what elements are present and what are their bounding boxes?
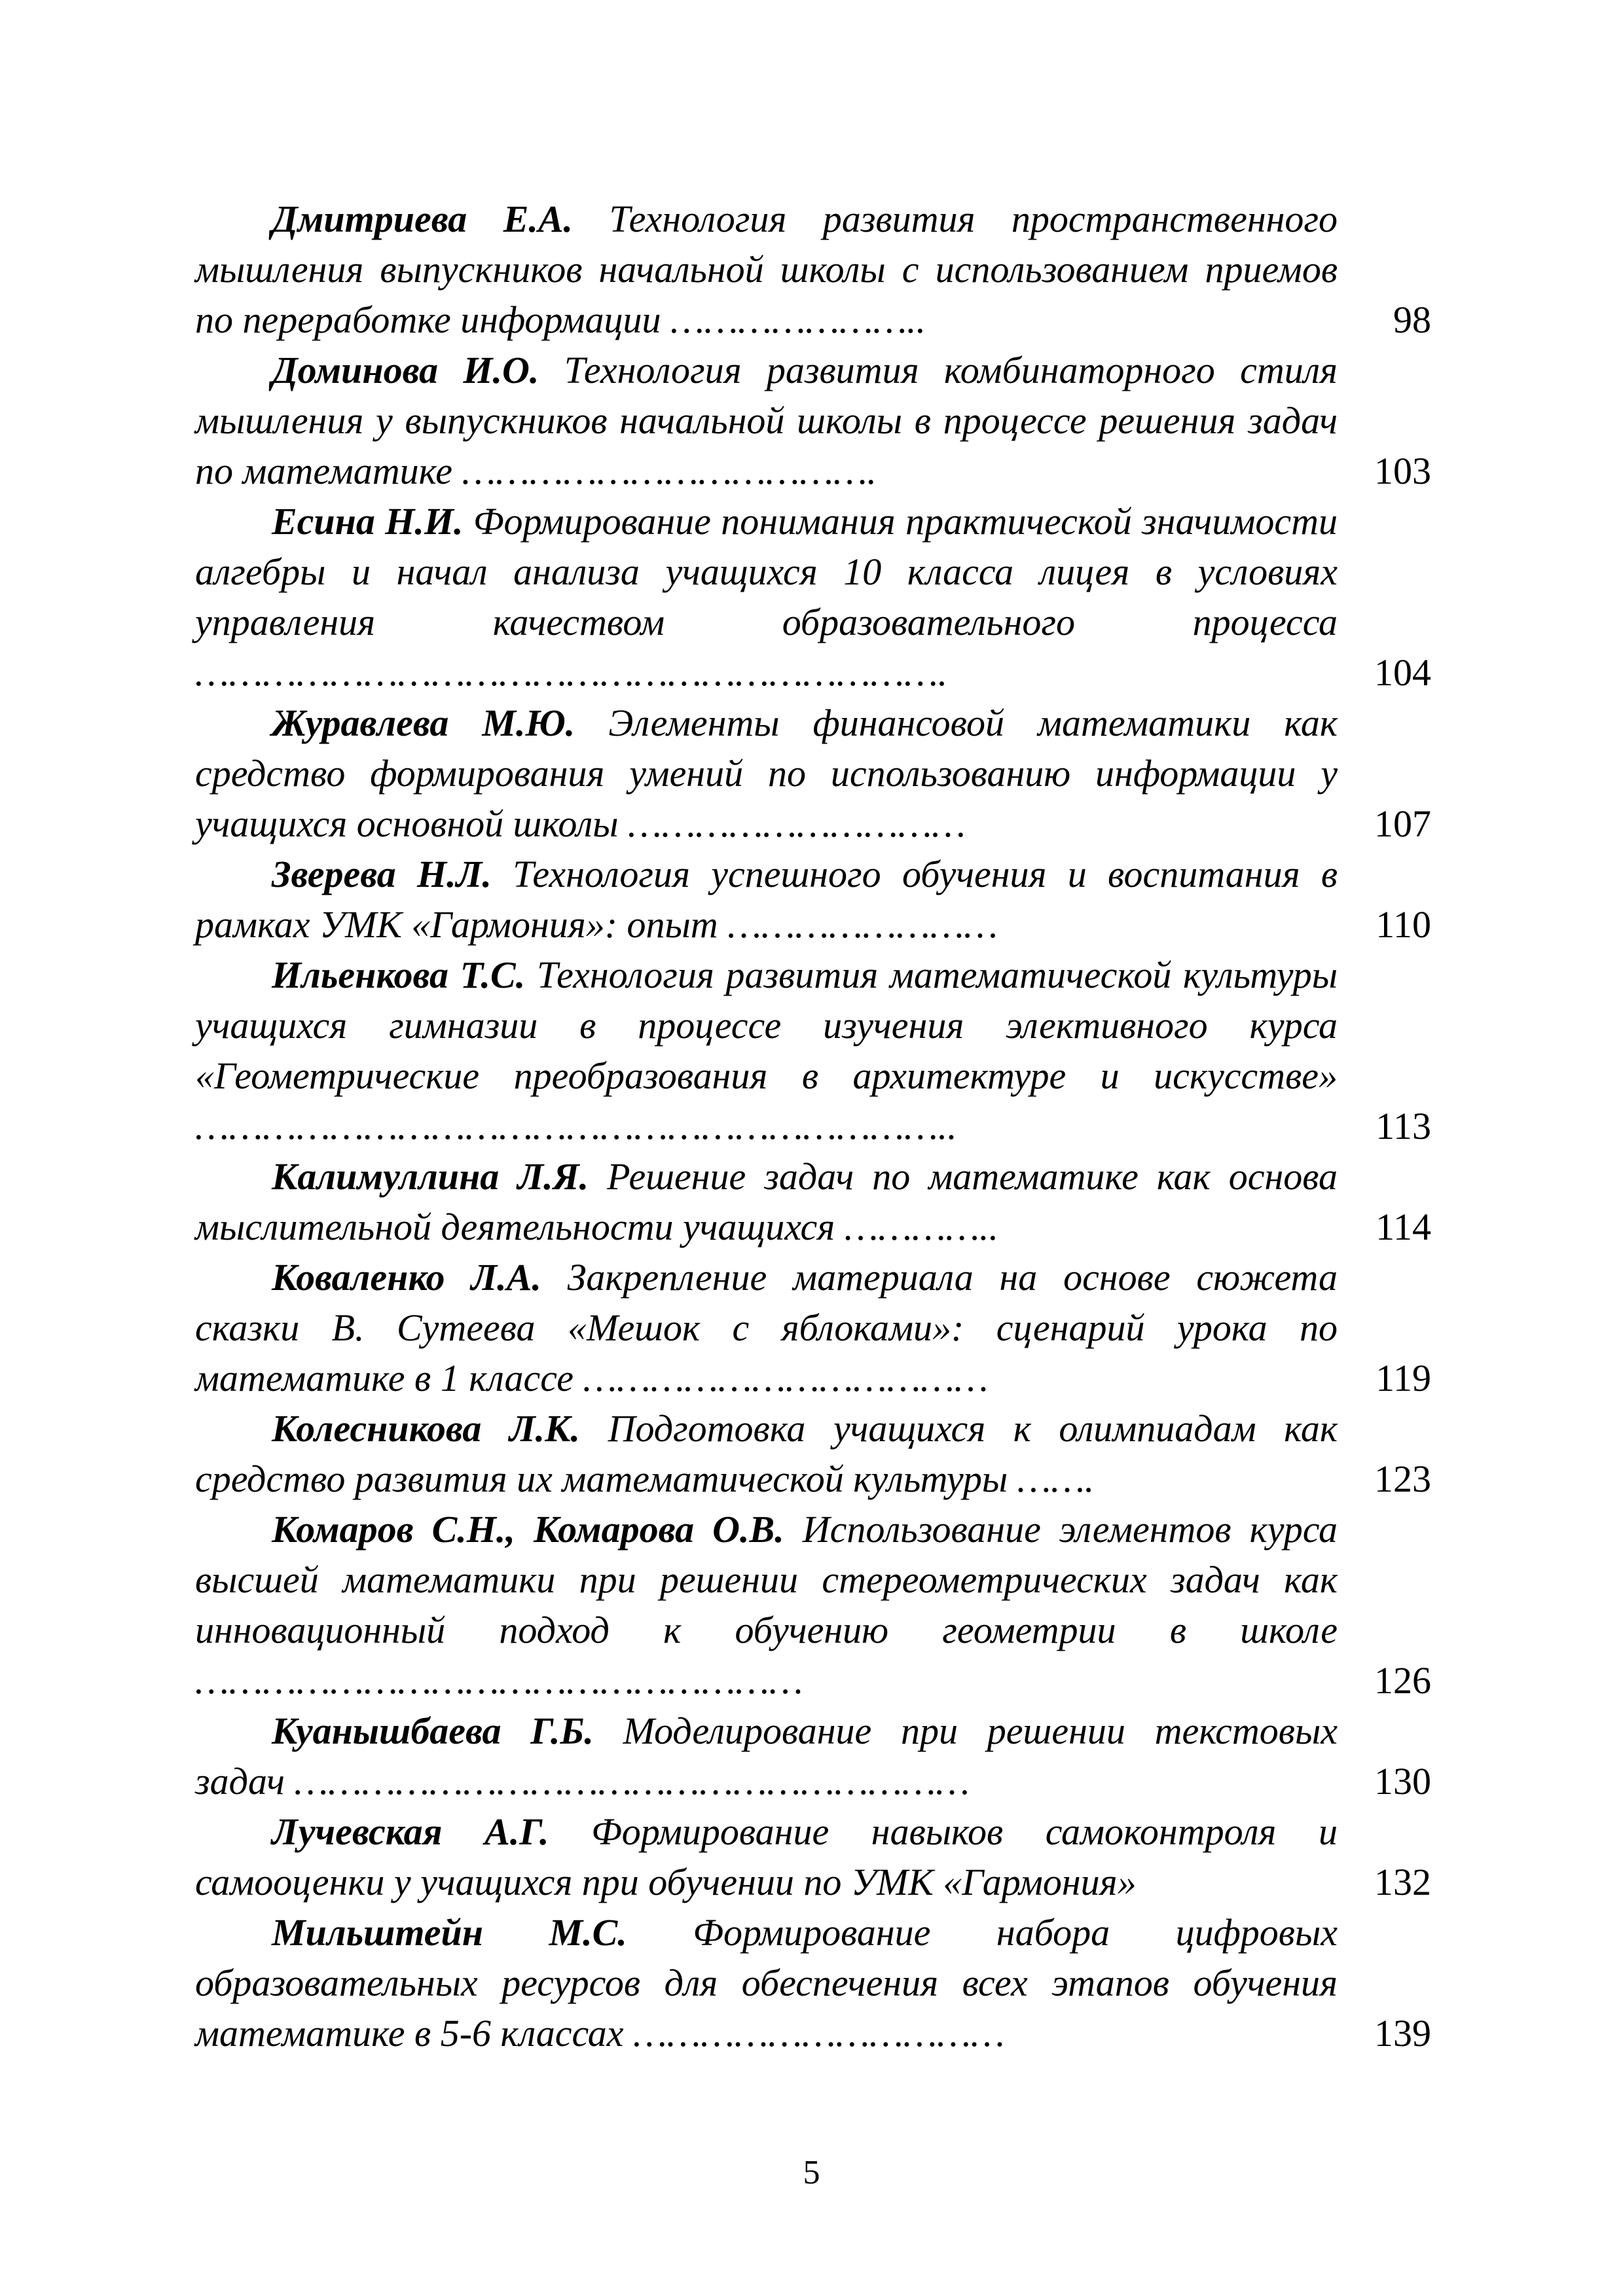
toc-entry-title: Технология успешного обучения и воспитания в рамках УМК «Гармония»: опыт ……………………: [195, 853, 1338, 946]
toc-entry: [195, 698, 1431, 849]
toc-entry-page: 139: [1374, 2012, 1431, 2054]
toc-entry-page: 132: [1374, 1861, 1431, 1903]
toc-entry-page: 103: [1374, 450, 1431, 492]
toc-entry-text: [195, 698, 1338, 849]
toc-entry: [195, 1706, 1431, 1806]
toc-entry: [195, 1403, 1431, 1504]
toc-entry-text: [195, 849, 1338, 950]
toc-entry-author: Колесникова Л.К.: [272, 1407, 581, 1450]
toc-entry-page: 126: [1374, 1659, 1431, 1702]
toc-entry-title: Технология развития комбинаторного стиля мышления у выпускников начальной школы в процессе решения задач по математике ……………………………….: [195, 349, 1338, 492]
toc-entry-author: Дмитриева Е.А.: [272, 198, 574, 240]
toc-entry-author: Ильенкова Т.С.: [272, 954, 526, 996]
toc-entry-text: [195, 345, 1338, 496]
toc-entry-author: Журавлева М.Ю.: [272, 702, 575, 744]
toc-entry-text: [195, 1151, 1338, 1252]
toc-entry-title: Формирование набора цифровых образовательных ресурсов для обеспечения всех этапов обучения математике в 5-6 классах ……………………………: [195, 1911, 1338, 2054]
toc-entry: [195, 1806, 1431, 1907]
toc-entry-page: 113: [1376, 1105, 1431, 1147]
toc-entry-author: Мильштейн М.С.: [272, 1911, 627, 1954]
toc-entry-title: Подготовка учащихся к олимпиадам как средство развития их математической культуры …….: [195, 1407, 1338, 1500]
toc-entry: [195, 496, 1431, 698]
toc-entry-author: Доминова И.О.: [272, 349, 539, 391]
toc-entry-page: 98: [1393, 298, 1431, 341]
toc-entry: [195, 1907, 1431, 2058]
toc-entry-page: 107: [1374, 802, 1431, 845]
toc-entry: [195, 194, 1431, 345]
toc-entry-text: [195, 496, 1338, 698]
toc-entry-page: 110: [1376, 903, 1431, 946]
toc-entry-title: Технология развития математической культуры учащихся гимназии в процессе изучения элективного курса «Геометрические преобразования в архитектуре и искусстве» …………………………………………………………..: [195, 954, 1338, 1147]
toc-entry-author: Куанышбаева Г.Б.: [272, 1710, 594, 1752]
toc-entry-text: [195, 1504, 1338, 1706]
toc-entry-text: [195, 1252, 1338, 1403]
toc-entry-text: [195, 1907, 1338, 2058]
toc-entry-text: [195, 1706, 1338, 1806]
toc-entry-title: Моделирование при решении текстовых задач ……………………………………………………: [195, 1710, 1338, 1803]
toc-entry-text: [195, 194, 1338, 345]
page-number: 5: [803, 2154, 820, 2191]
toc-entry-title: Технология развития пространственного мышления выпускников начальной школы с использованием приемов по переработке информации …………………..: [195, 198, 1338, 341]
toc-entry-title: Закрепление материала на основе сюжета сказки В. Сутеева «Мешок с яблоками»: сценарий урока по математике в 1 классе ………………………………: [195, 1256, 1338, 1399]
toc-entry-title: Формирование навыков самоконтроля и самооценки у учащихся при обучении по УМК «Гармония»: [195, 1810, 1338, 1903]
toc-entry-title: Формирование понимания практической значимости алгебры и начал анализа учащихся 10 класса лицея в условиях управления качеством образовательного процесса ………………………………………………………….: [195, 500, 1338, 694]
toc-entry-page: 130: [1374, 1760, 1431, 1803]
toc-entry-page: 114: [1376, 1206, 1431, 1248]
toc-entry: [195, 345, 1431, 496]
toc-entry-text: [195, 950, 1338, 1151]
toc-entry: [195, 1252, 1431, 1403]
toc-entry: [195, 950, 1431, 1151]
toc-entry-page: 123: [1374, 1458, 1431, 1500]
toc-entry-title: Решение задач по математике как основа мыслительной деятельности учащихся …………..: [195, 1155, 1338, 1248]
toc-entry-author: Коваленко Л.А.: [272, 1256, 541, 1299]
toc-entry-title: Элементы финансовой математики как средство формирования умений по использованию информации у учащихся основной школы …………………………: [195, 702, 1338, 845]
toc-entry-author: Есина Н.И.: [272, 500, 464, 543]
toc-entry-author: Калимуллина Л.Я.: [272, 1155, 589, 1198]
toc-entry: [195, 1151, 1431, 1252]
toc-entry-author: Лучевская А.Г.: [272, 1810, 549, 1853]
toc-entry: [195, 1504, 1431, 1706]
toc-entry-author: Зверева Н.Л.: [272, 853, 492, 895]
toc-entry: [195, 849, 1431, 950]
toc-entry-text: [195, 1403, 1338, 1504]
toc-entry-text: [195, 1806, 1338, 1907]
toc-entry-author: Комаров С.Н., Комарова О.В.: [272, 1508, 784, 1551]
table-of-contents: [195, 194, 1431, 2058]
toc-entry-page: 119: [1376, 1357, 1431, 1399]
toc-entry-page: 104: [1374, 651, 1431, 694]
toc-entry-title: Использование элементов курса высшей математики при решении стереометрических задач как инновационный подход к обучению геометрии в школе ………………………………………………: [195, 1508, 1338, 1702]
